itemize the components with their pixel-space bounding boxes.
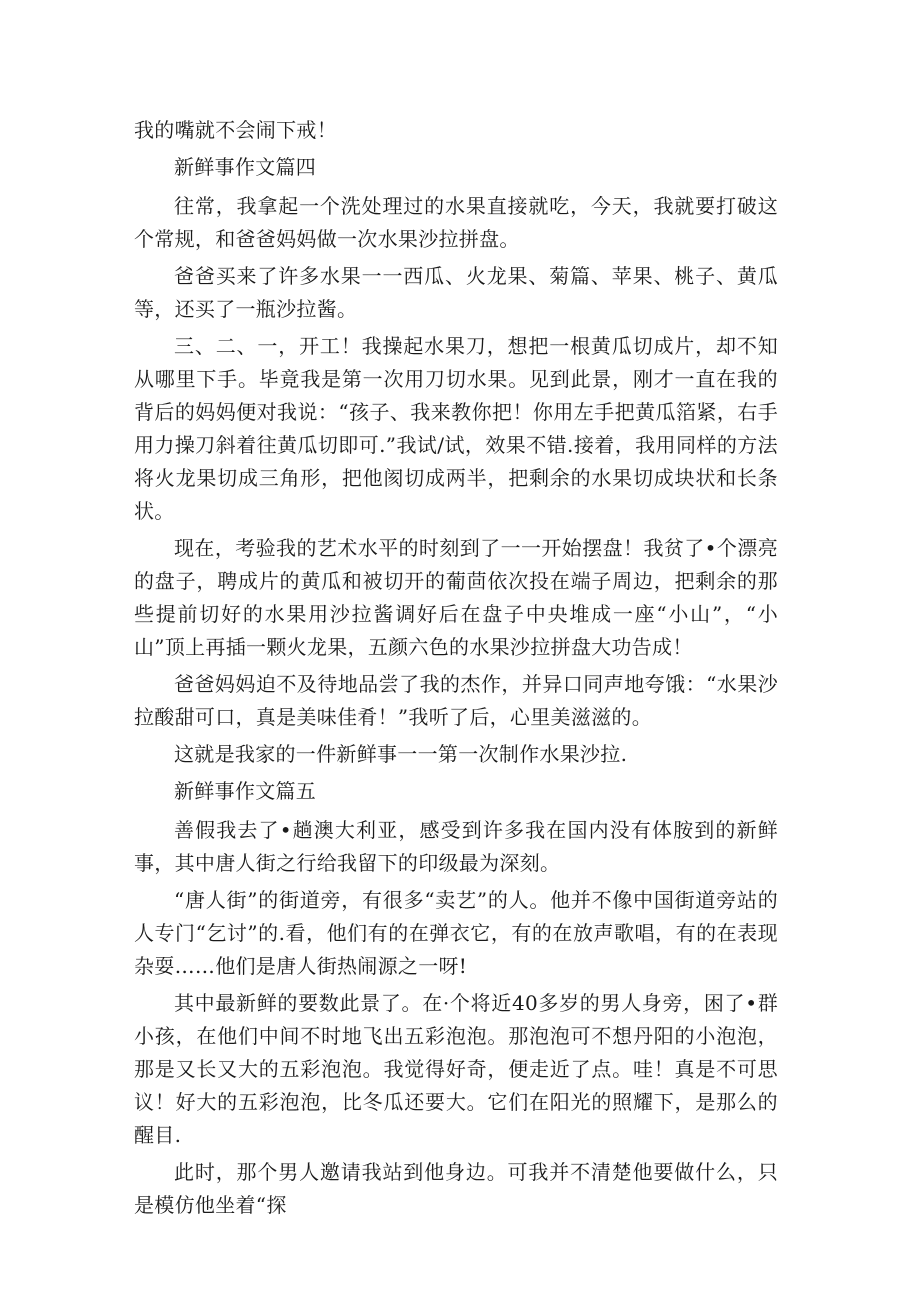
paragraph: 这就是我家的一件新鲜事一一第一次制作水果沙拉. bbox=[174, 742, 628, 766]
paragraph: 三、二、一，开工！我操起水果刀，想把一根黄瓜切成片，却不知从哪里下手。毕竟我是第一次用刀切水果。见到此景，刚才一直在我的背后的妈妈便对我说：“孩子、我来教你把！你用左手把黄瓜箔紧，右手用力操刀斜着往黄瓜切即可.”我试/试，效果不错.接着，我用同样的方法将火龙果切成三角形，把他阂切成两半，把剩余的水果切成块状和长条状。 bbox=[134, 334, 778, 523]
paragraph: 此时，那个男人邀请我站到他身边。可我并不清楚他要做什么，只是模仿他坐着“探 bbox=[134, 1160, 778, 1217]
paragraph: 现在，考验我的艺术水平的时刻到了一一开始摆盘！我贫了•个漂亮的盘子，聘成片的黄瓜和被切开的葡茴依次投在端子周边，把剩余的那些提前切好的水果用沙拉酱调好后在盘子中央堆成一座“小山”，“小山”顶上再插一颗火龙果，五颜六色的水果沙拉拼盘大功告成！ bbox=[134, 536, 778, 659]
paragraph: “唐人街”的街道旁，有很多“卖艺”的人。他并不像中国街道旁站的人专门“乞讨”的.看，他们有的在弹衣它，有的在放声歌唱，有的在表现杂耍……他们是唐人街热闹源之一呀! bbox=[134, 888, 778, 978]
paragraph: 其中最新鲜的要数此景了。在·个将近40多岁的男人身旁，困了•群小孩，在他们中间不时地飞出五彩泡泡。那泡泡可不想丹阳的小泡泡，那是又长又大的五彩泡泡。我觉得好奇，便走近了点。哇！真是不可思议！好大的五彩泡泡，比冬瓜还要大。它们在阳光的照耀下，是那么的醒目. bbox=[134, 991, 778, 1147]
section-heading-4: 新鲜事作文篇四 bbox=[174, 155, 317, 179]
paragraph: 爸爸买来了许多水果一一西瓜、火龙果、菊篇、苹果、桃子、黄瓜等，还买了一瓶沙拉酱。 bbox=[134, 264, 778, 321]
paragraph: 往常，我拿起一个洗处理过的水果直接就吃，今天，我就要打破这个常规，和爸爸妈妈做一次水果沙拉拼盘。 bbox=[134, 194, 778, 251]
paragraph: 爸爸妈妈迫不及待地品尝了我的杰作，并异口同声地夸饿：“水果沙拉酸甜可口，真是美味佳肴！”我听了后，心里美滋滋的。 bbox=[134, 672, 778, 729]
paragraph-continuation: 我的嘴就不会闹下戒！ bbox=[134, 118, 337, 142]
document-body bbox=[134, 114, 778, 1226]
section-heading-5: 新鲜事作文篇五 bbox=[174, 779, 317, 803]
paragraph: 善假我去了•趟澳大利亚，感受到许多我在国内没有体胺到的新鲜事，其中唐人街之行给我留下的印级最为深刻。 bbox=[134, 818, 778, 875]
